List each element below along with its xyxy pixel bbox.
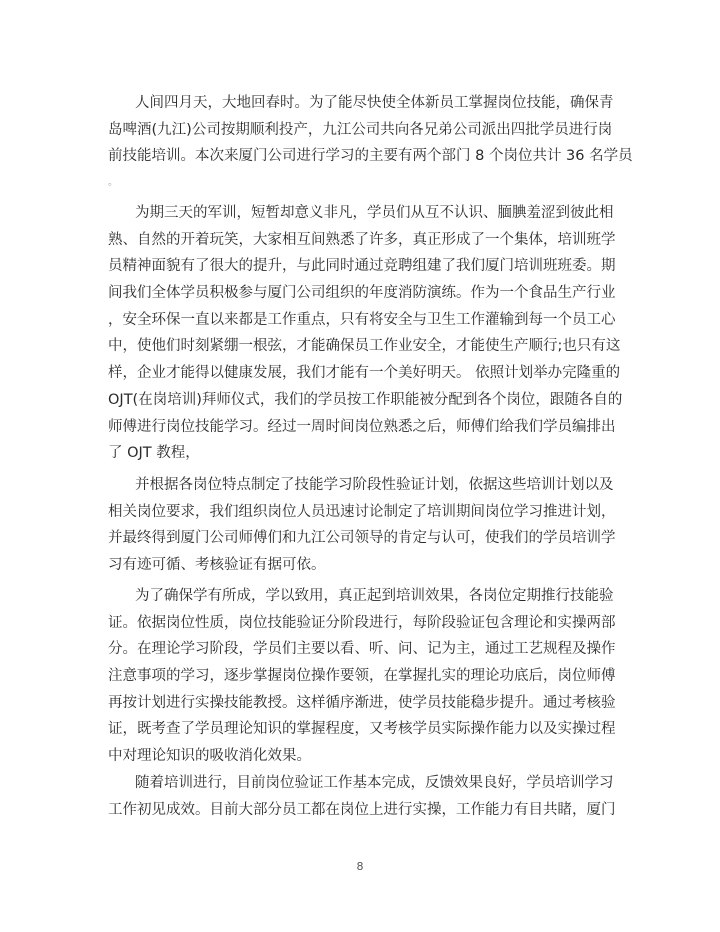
text-line: 中对理论知识的吸收消化效果。 xyxy=(108,748,311,765)
text-line: 师傅进行岗位技能学习。经过一周时间岗位熟悉之后，师傅们给我们学员编排出 xyxy=(108,418,616,435)
text-line: ，安全环保一直以来都是工作重点，只有将安全与卫生工作灌输到每一个员工心 xyxy=(108,311,616,328)
page-number: 8 xyxy=(356,860,364,873)
text-line: 熟、自然的开着玩笑，大家相互间熟悉了许多，真正形成了一个集体，培训班学 xyxy=(108,231,616,248)
text-line: 并最终得到厦门公司师傅们和九江公司领导的肯定与认可，使我们的学员培训学 xyxy=(108,530,616,547)
paragraph xyxy=(108,200,623,467)
paragraph xyxy=(108,583,616,770)
paragraph xyxy=(108,90,633,197)
text-line: 为了确保学有所成，学以致用，真正起到培训效果，各岗位定期推行技能验 xyxy=(135,588,614,604)
paragraph xyxy=(108,770,616,823)
text-line: 随着培训进行，目前岗位验证工作基本完成，反馈效果良好，学员培训学习 xyxy=(135,775,614,791)
text-line: 工作初见成效。目前大部分员工都在岗位上进行实操，工作能力有目共睹，厦门 xyxy=(108,801,616,818)
text-line: 再按计划进行实操技能教授。这样循序渐进，使学员技能稳步提升。通过考核验 xyxy=(108,694,616,711)
text-line: 证。依据岗位性质，岗位技能验证分阶段进行，每阶段验证包含理论和实操两部 xyxy=(108,614,616,631)
text-line: 人间四月天，大地回春时。为了能尽快使全体新员工掌握岗位技能，确保青 xyxy=(135,95,614,111)
text-line: 证，既考查了学员理论知识的掌握程度，又考核学员实际操作能力以及实操过程 xyxy=(108,721,616,738)
text-line: 间我们全体学员积极参与厦门公司组织的年度消防演练。作为一个食品生产行业 xyxy=(108,285,616,302)
text-line: 前技能培训。本次来厦门公司进行学习的主要有两个部门 8 个岗位共计 36 名学员 xyxy=(108,148,633,165)
text-line: 习有迹可循、考核验证有据可依。 xyxy=(108,557,326,574)
text-line: 了 OJT 教程， xyxy=(108,445,200,462)
text-line: 注意事项的学习，逐步掌握岗位操作要领，在掌握扎实的理论功底后，岗位师傅 xyxy=(108,668,616,685)
text-line: 为期三天的军训，短暂却意义非凡，学员们从互不认识、腼腆羞涩到彼此相 xyxy=(135,205,614,221)
text-line: 中，使他们时刻紧绷一根弦，才能确保员工作业安全，才能使生产顺行;也只有这 xyxy=(108,338,621,355)
text-line: OJT(在岗培训)拜师仪式，我们的学员按工作职能被分配到各个岗位，跟随各自的 xyxy=(108,391,623,408)
text-line: 样，企业才能得以健康发展，我们才能有一个美好明天。 依照计划举办完隆重的 xyxy=(108,365,621,382)
text-line: 分。在理论学习阶段，学员们主要以看、听、问、记为主，通过工艺规程及操作 xyxy=(108,641,616,658)
text-line: 并根据各岗位特点制定了技能学习阶段性验证计划，依据这些培训计划以及 xyxy=(135,477,614,493)
paragraph xyxy=(108,472,616,579)
text-line: 员精神面貌有了很大的提升，与此同时通过竞聘组建了我们厦门培训班班委。期 xyxy=(108,258,616,275)
text-line: 。 xyxy=(108,177,118,189)
text-line: 岛啤酒(九江)公司按期顺利投产，九江公司共向各兄弟公司派出四批学员进行岗 xyxy=(108,121,613,138)
text-line: 相关岗位要求，我们组织岗位人员迅速讨论制定了培训期间岗位学习推进计划， xyxy=(108,503,616,520)
